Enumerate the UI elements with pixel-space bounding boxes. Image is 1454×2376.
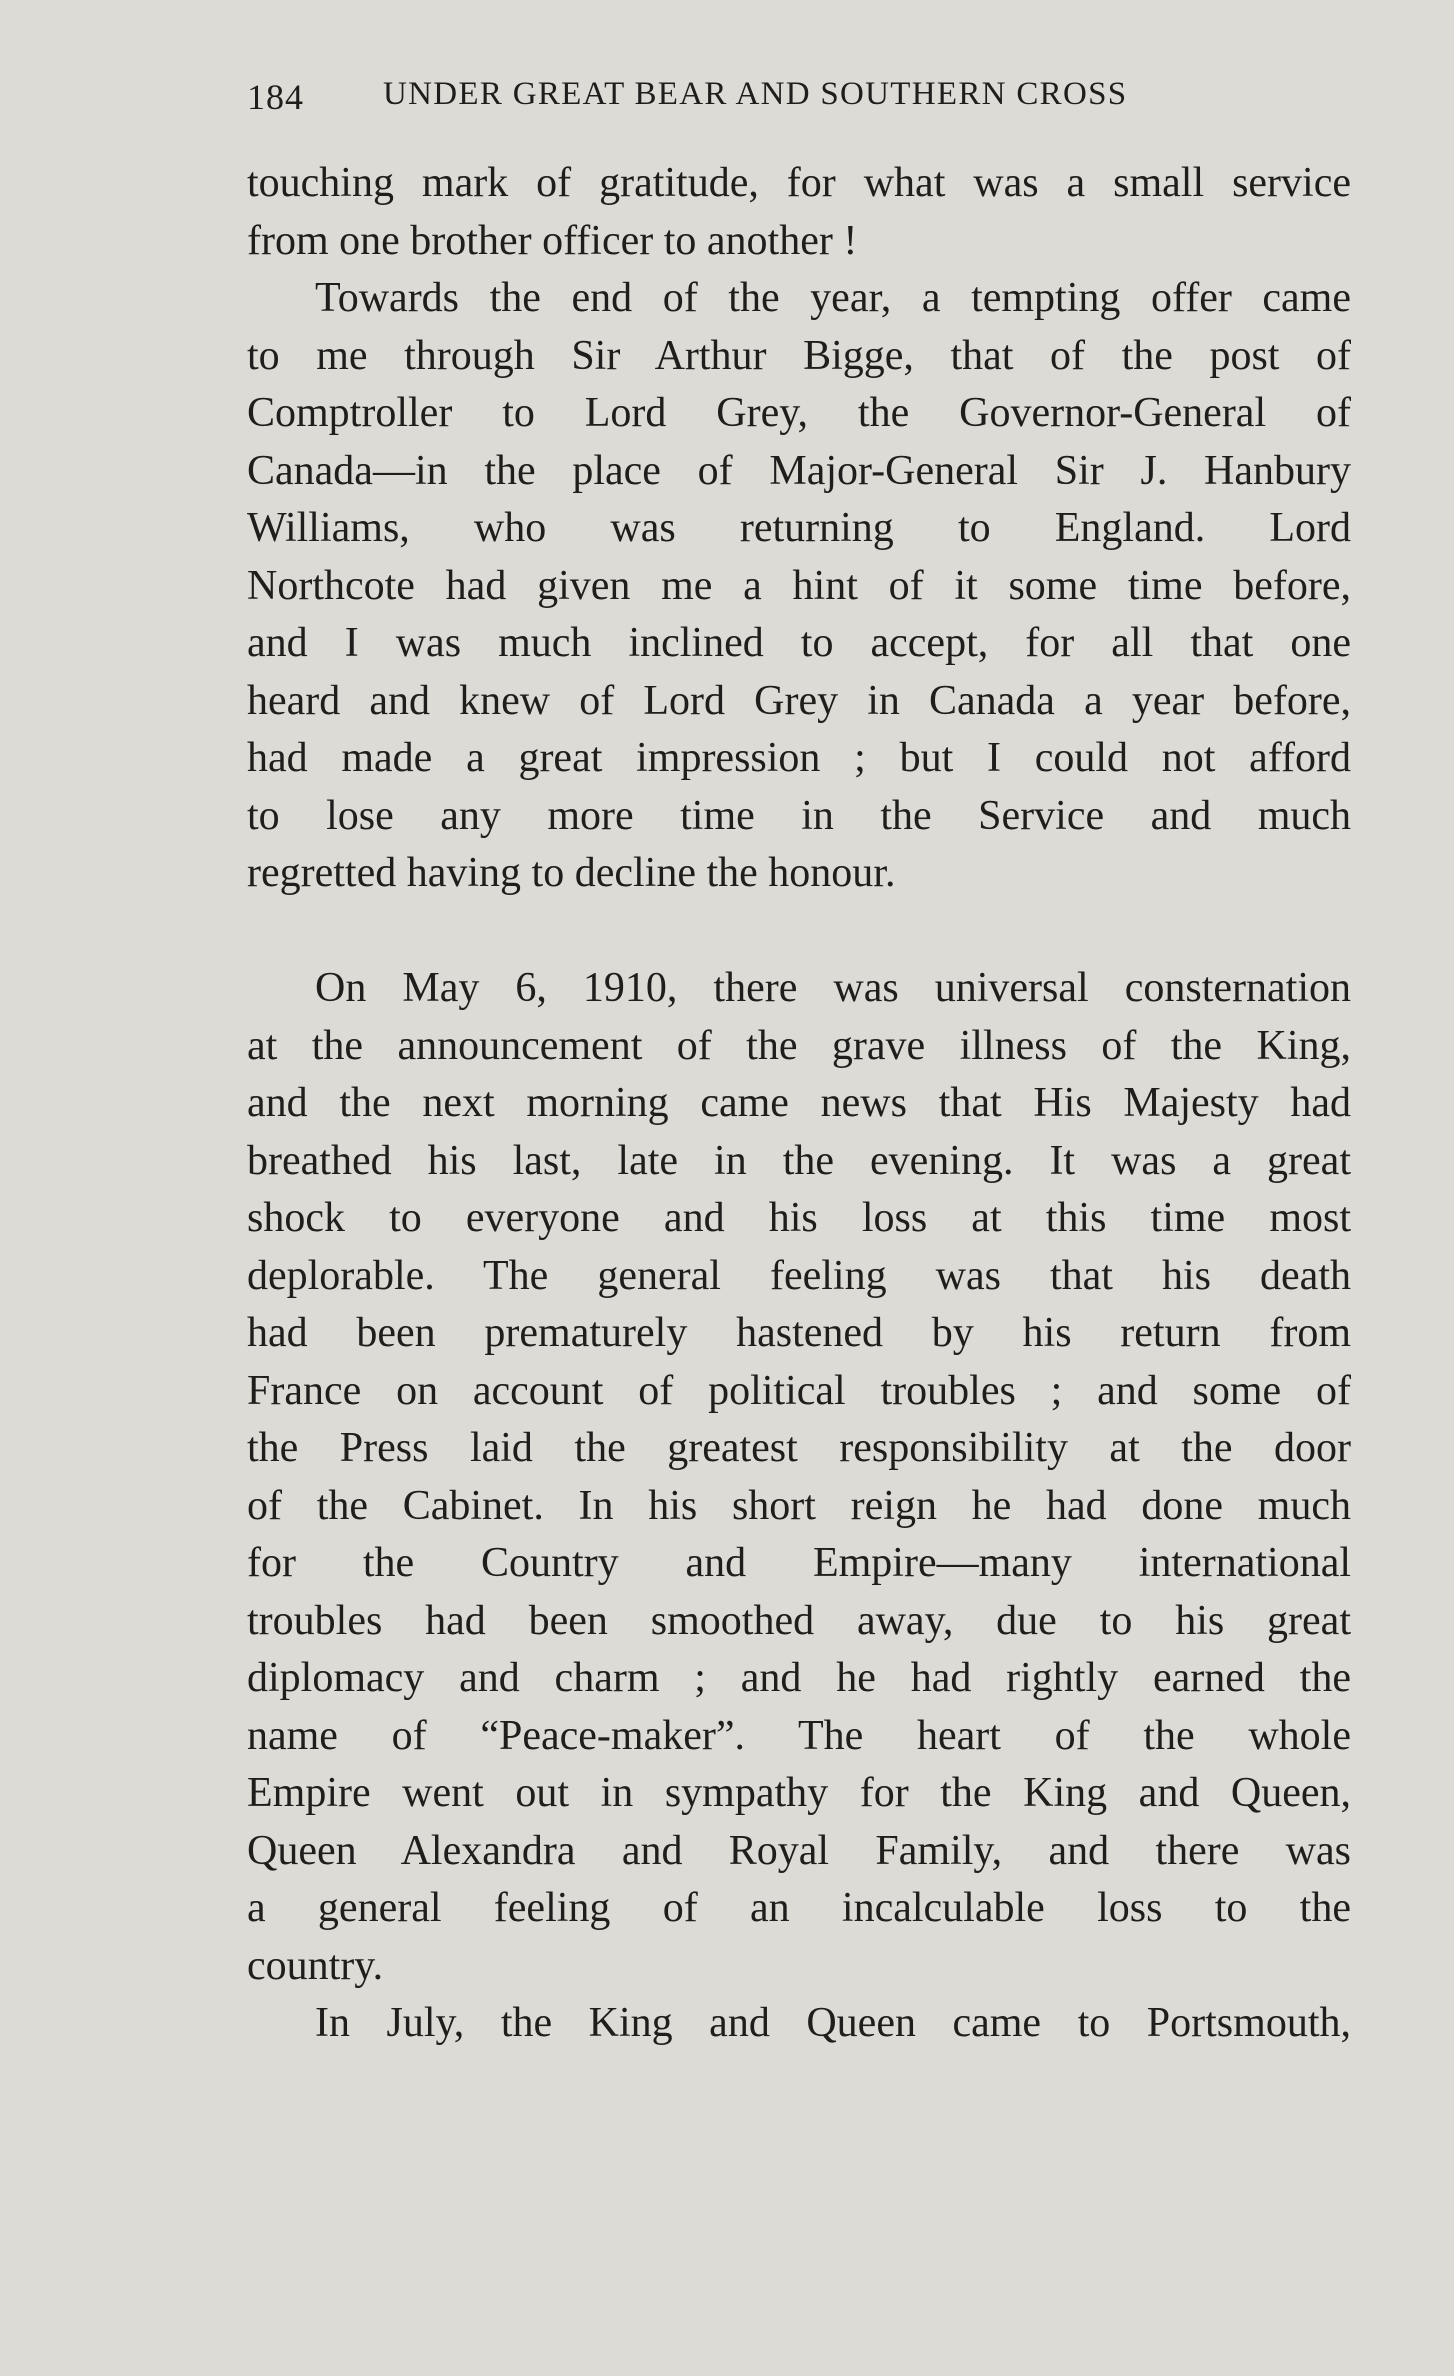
section-break (247, 903, 1351, 961)
text-line: troubles had been smoothed away, due to his great (247, 1597, 1351, 1644)
text-line: shock to everyone and his loss at this time most (247, 1195, 1351, 1241)
text-line: and the next morning came news that His Majesty had (247, 1080, 1351, 1126)
text-line: for the Country and Empire—many international (247, 1540, 1351, 1586)
text-line: Comptroller to Lord Grey, the Governor-General of (247, 390, 1351, 436)
text-line: Williams, who was returning to England. Lord (247, 505, 1351, 551)
text-line: In July, the King and Queen came to Portsmouth, (315, 2000, 1351, 2046)
text-line: regretted having to decline the honour. (247, 850, 896, 896)
text-line: On May 6, 1910, there was universal consternation (315, 965, 1351, 1011)
text-line: to lose any more time in the Service and much (247, 792, 1351, 839)
body-text (247, 155, 1351, 2053)
text-line: diplomacy and charm ; and he had rightly earned the (247, 1655, 1351, 1701)
text-line: had made a great impression ; but I could not afford (247, 735, 1351, 781)
text-line: Canada—in the place of Major-General Sir J. Hanbury (247, 447, 1351, 494)
text-line: Northcote had given me a hint of it some time before, (247, 562, 1351, 609)
text-line: Towards the end of the year, a tempting offer came (315, 275, 1351, 321)
text-line: name of “Peace-maker”. The heart of the whole (247, 1712, 1351, 1759)
text-line: to me through Sir Arthur Bigge, that of the post of (247, 332, 1351, 379)
text-line: Queen Alexandra and Royal Family, and there was (247, 1827, 1351, 1874)
text-line: and I was much inclined to accept, for all that one (247, 620, 1351, 666)
text-line: the Press laid the greatest responsibility at the door (247, 1425, 1351, 1471)
paragraph-4 (247, 1995, 1351, 2053)
text-line: Empire went out in sympathy for the King and Queen, (247, 1770, 1351, 1816)
paragraph-2 (247, 270, 1351, 903)
text-line: from one brother officer to another ! (247, 217, 858, 264)
running-title: UNDER GREAT BEAR AND SOUTHERN CROSS (383, 76, 1128, 112)
text-line: heard and knew of Lord Grey in Canada a year before, (247, 677, 1351, 724)
text-line: of the Cabinet. In his short reign he had done much (247, 1482, 1351, 1529)
text-line: a general feeling of an incalculable loss to the (247, 1885, 1351, 1931)
page-number: 184 (247, 77, 304, 117)
text-line: at the announcement of the grave illness of the King, (247, 1022, 1351, 1069)
paragraph-1 (247, 155, 1351, 270)
text-line: deplorable. The general feeling was that his death (247, 1252, 1351, 1299)
text-line: France on account of political troubles ; and some of (247, 1367, 1351, 1414)
paragraph-3 (247, 960, 1351, 1995)
text-line: touching mark of gratitude, for what was a small service (247, 160, 1351, 206)
running-head (247, 76, 1207, 136)
text-line: breathed his last, late in the evening. It was a great (247, 1137, 1351, 1184)
text-line: had been prematurely hastened by his return from (247, 1310, 1351, 1356)
text-line: country. (247, 1942, 384, 1989)
